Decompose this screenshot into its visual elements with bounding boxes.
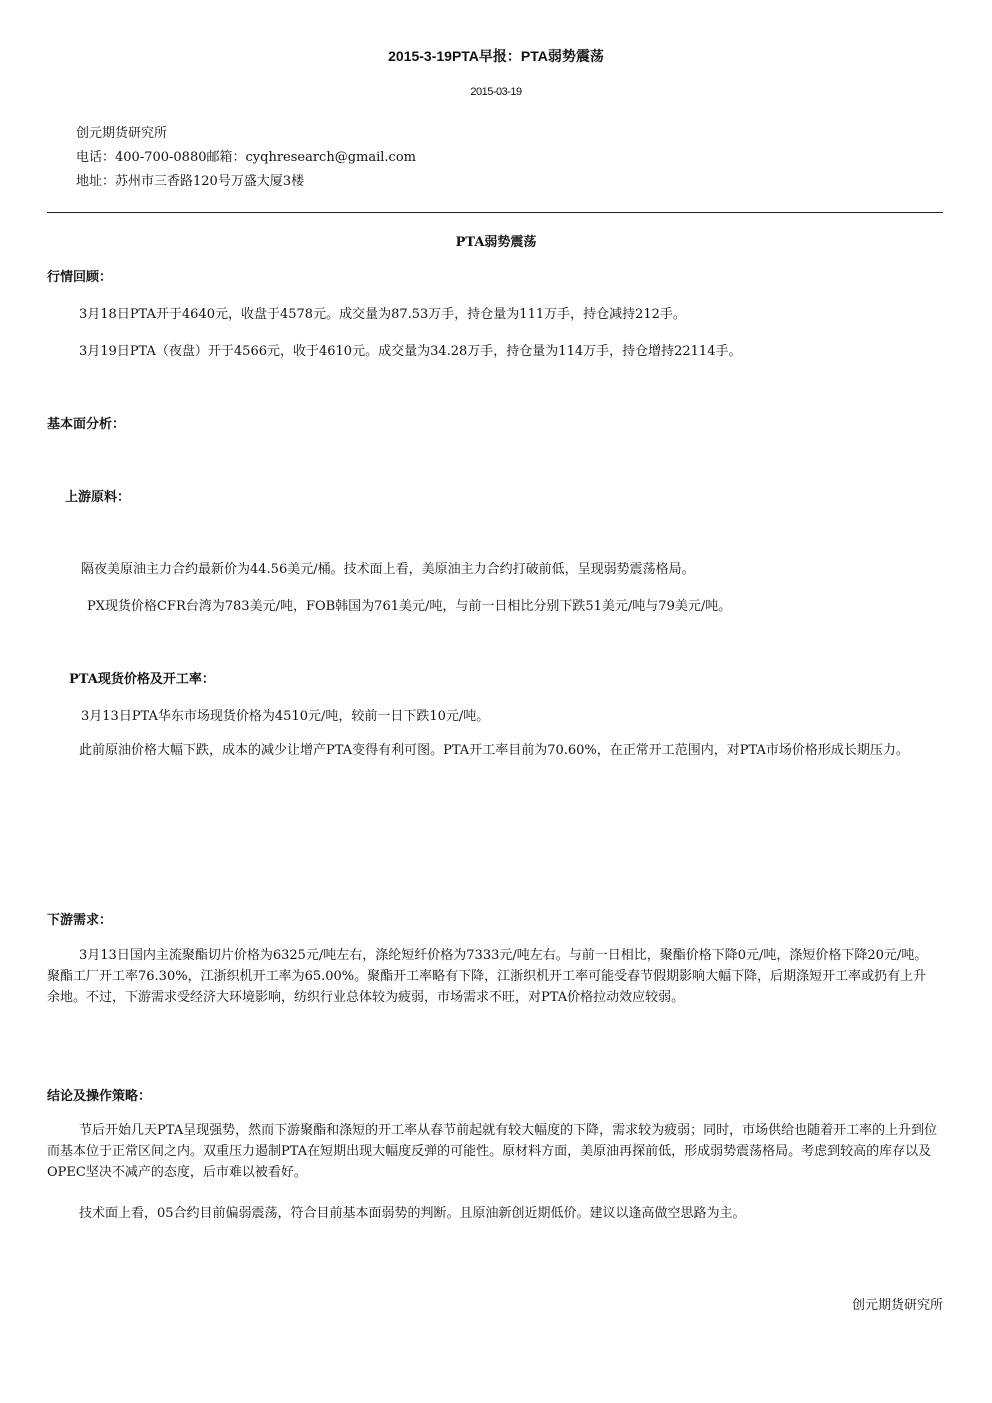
conclusion-paragraph-2: 技术面上看，05合约目前偏弱震荡，符合目前基本面弱势的判断。且原油新创近期低价。建议以逢高做空思路为主。	[79, 1206, 746, 1221]
downstream-heading: 下游需求：	[47, 913, 113, 928]
report-date: 2015-03-19	[470, 86, 522, 98]
conclusion-paragraph-1: 节后开始几天PTA呈现强势，然而下游聚酯和涤短的开工率从春节前起就有较大幅度的下降，需求较为疲弱；同时，市场供给也随着开工率的上升到位而基本位于正常区间之内。双重压力遏制PTA在短期出现大幅度反弹的可能性。原材料方面，美原油再探前低，形成弱势震荡格局。考虑到较高的库存以及OPEC坚决不减产的态度，后市难以被看好。	[47, 1123, 938, 1180]
upstream-heading: 上游原料：	[65, 490, 131, 505]
upstream-paragraph-1: 隔夜美原油主力合约最新价为44.56美元/桶。技术面上看，美原油主力合约打破前低，呈现弱势震荡格局。	[81, 562, 695, 577]
article-subtitle: PTA弱势震荡	[455, 235, 537, 250]
org-contact: 电话：400-700-0880邮箱：cyqhresearch@gmail.com	[76, 150, 416, 165]
market-review-paragraph-2: 3月19日PTA（夜盘）开于4566元，收于4610元。成交量为34.28万手，持仓量为114万手，持仓增持22114手。	[79, 344, 742, 359]
conclusion-heading: 结论及操作策略：	[47, 1089, 152, 1104]
spot-paragraph-1: 3月13日PTA华东市场现货价格为4510元/吨，较前一日下跌10元/吨。	[81, 709, 490, 724]
spot-heading: PTA现货价格及开工率：	[69, 672, 215, 687]
market-review-heading: 行情回顾：	[47, 270, 113, 285]
downstream-paragraph-1: 3月13日国内主流聚酯切片价格为6325元/吨左右，涤纶短纤价格为7333元/吨左右。与前一日相比，聚酯价格下降0元/吨，涤短价格下降20元/吨。聚酯工厂开工率76.30%，江浙织机开工率为65.00%。聚酯开工率略有下降，江浙织机开工率可能受春节假期影响大幅下降，后期涤短开工率或扔有上升余地。不过，下游需求受经济大环境影响，纺织行业总体较为疲弱，市场需求不旺，对PTA价格拉动效应较弱。	[47, 948, 928, 1005]
fundamentals-heading: 基本面分析：	[47, 417, 126, 432]
footer-signature: 创元期货研究所	[851, 1298, 943, 1313]
org-name: 创元期货研究所	[76, 126, 168, 141]
spot-paragraph-2: 此前原油价格大幅下跌，成本的减少让增产PTA变得有利可图。PTA开工率目前为70.60%，在正常开工范围内，对PTA市场价格形成长期压力。	[79, 743, 909, 758]
org-address: 地址：苏州市三香路120号万盛大厦3楼	[76, 174, 305, 189]
report-title: 2015-3-19PTA早报：PTA弱势震荡	[388, 48, 604, 64]
market-review-paragraph-1: 3月18日PTA开于4640元，收盘于4578元。成交量为87.53万手，持仓量为111万手，持仓减持212手。	[79, 307, 686, 322]
upstream-paragraph-2: PX现货价格CFR台湾为783美元/吨，FOB韩国为761美元/吨，与前一日相比分别下跌51美元/吨与79美元/吨。	[87, 599, 732, 614]
header-divider	[47, 212, 943, 213]
